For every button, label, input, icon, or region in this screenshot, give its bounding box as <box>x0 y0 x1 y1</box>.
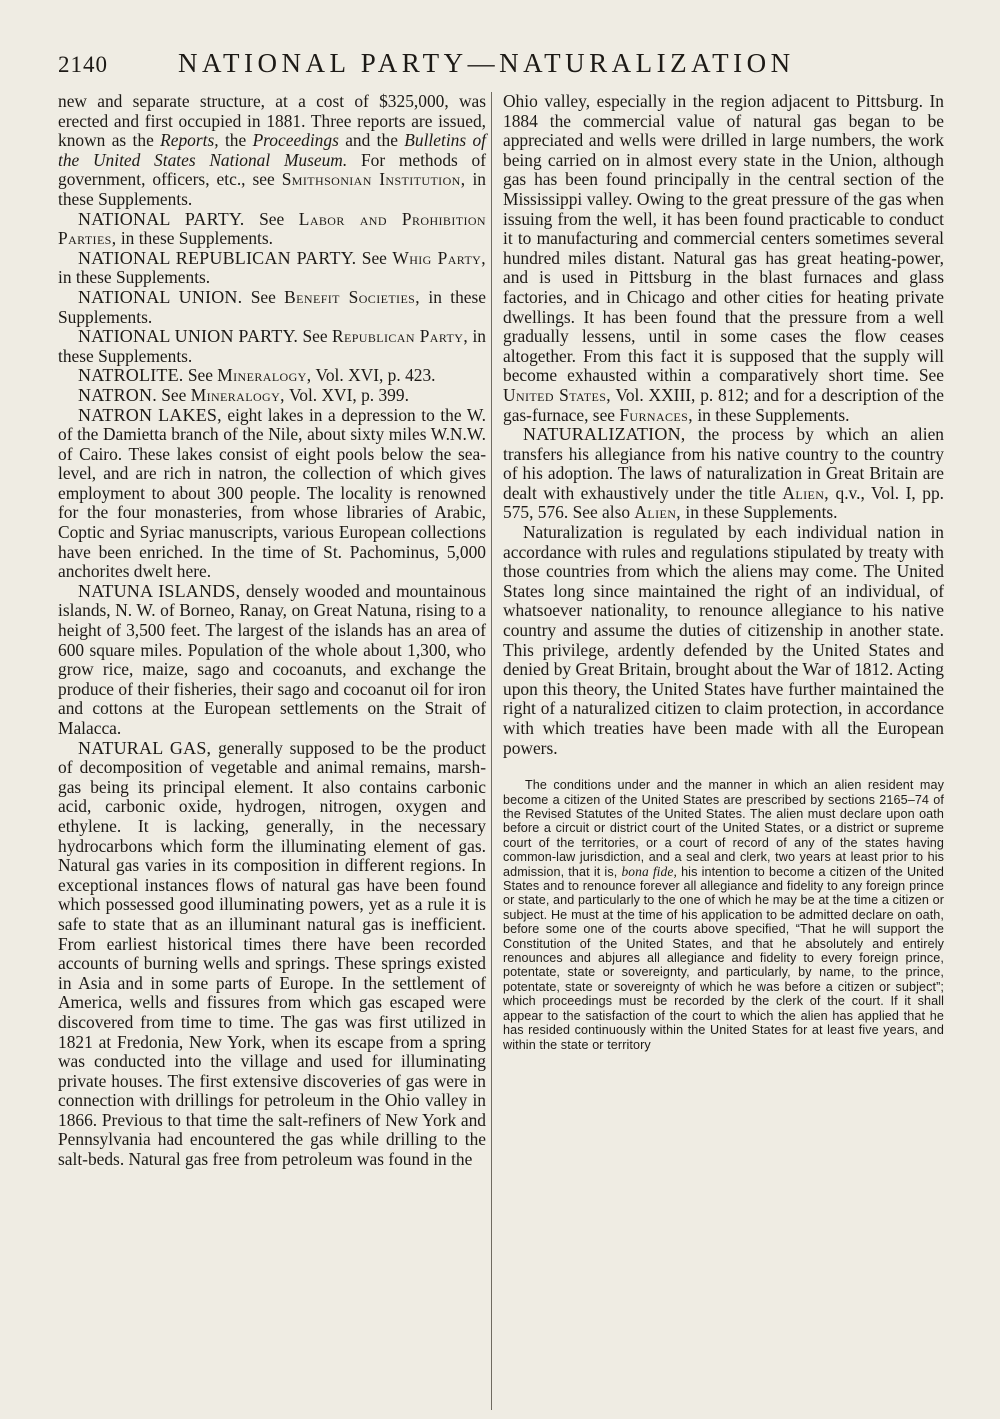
entry-headword: NATIONAL UNION. <box>78 286 243 307</box>
right-column <box>503 92 944 1052</box>
text: Ohio valley, especially in the region adjacent to Pittsburg. In 1884 the commercial value of natural gas began to be appreciated and wells were drilled in large numbers, the work being carried on in almost every state in the Union, although gas has been found principally in the central section of the Mississippi valley. Owing to the great pressure of the gas when issuing from the well, it has been found practicable to conduct it to manufacturing and commercial centers sometimes several hundred miles distant. Natural gas has great heating-power, and is used in Pittsburg in the blast furnaces and glass factories, and in Chicago and other cities for heating private dwellings. It has been found that the pressure from a well gradually lessens, until in some cases the flow ceases altogether. From this fact it is supposed that the supply will become exhausted within a comparatively short time. See <box>503 91 944 386</box>
paragraph-natural-gas-continued <box>503 92 944 425</box>
cross-reference: Republican Party, <box>331 326 469 347</box>
left-column <box>58 92 486 1170</box>
running-head: NATIONAL PARTY—NATURALIZATION <box>178 48 795 78</box>
cross-reference: Mineralogy, <box>190 384 285 405</box>
entry-body: eight lakes in a depression to the W. of the Damietta branch of the Nile, about sixty miles W.N.W. of Cairo. These lakes consist of eight pools below the sea-level, and are rich in natron, the collection of which gives employment to about 300 people. The locality is renowned for the four monasteries, from whose libraries of Arabic, Coptic and Syriac manuscripts, various European collections have been enriched. In the time of St. Pachominus, 5,000 anchorites dwelt here. <box>58 404 486 582</box>
text: See <box>183 365 218 386</box>
column-divider <box>491 92 492 1410</box>
cross-reference: United States, <box>503 384 612 405</box>
entry-headword: NATIONAL REPUBLICAN PARTY. <box>78 247 357 268</box>
text: in these Supplements. <box>116 228 273 249</box>
entry-natron <box>58 386 486 406</box>
text: the <box>218 130 253 151</box>
text: Vol. XXIII, p. 812; and for a description of the gas-furnace, see <box>503 384 944 425</box>
text: in these Supplements. <box>58 267 211 288</box>
cross-reference: Mineralogy, <box>217 365 312 386</box>
text: For methods of government, officers, etc., see <box>58 149 487 190</box>
entry-headword: NATURALIZATION, <box>523 424 686 445</box>
cross-reference: Furnaces, <box>619 404 693 425</box>
entry-body: generally supposed to be the product of decomposition of vegetable and animal remains, marsh-gas being its principal element. It also contains carbonic acid, carbonic oxide, hydrogen, nitrogen, oxygen and ethylene. It is lacking, generally, in the necessary hydrocarbons which form the illuminating element of gas. Natural gas varies in its composition in different regions. In exceptional instances flows of natural gas have been found which possessed good illuminating powers, yet as a rule it is safe to state that as an illuminant natural gas is inefficient. From earliest historical times there have been recorded accounts of burning wells and springs. These springs existed in Asia and in some parts of Europe. In the settlement of America, wells and fissures from which gas escaped were discovered from time to time. The gas was first utilized in 1821 at Fredonia, New York, when its escape from a spring was conducted into the village and used for illuminating private houses. The first extensive discoveries of gas were in connection with drillings for petroleum in the Ohio valley in 1866. Previous to that time the salt-refiners of New York and Pennsylvania had encountered the gas while drilling to the salt-beds. Natural gas free from petroleum was found in the <box>58 737 486 1170</box>
entry-national-republican-party <box>58 249 486 288</box>
text: in these Supplements. <box>681 502 838 523</box>
entry-natuna-islands <box>58 582 486 739</box>
cross-reference: Alien, <box>634 502 682 523</box>
text: Vol. XVI, p. 423. <box>311 365 436 386</box>
text: in these Supplements. <box>693 404 850 425</box>
small-print-note <box>503 778 944 1052</box>
text-italic: Proceedings <box>252 130 339 151</box>
entry-body: densely wooded and mountainous islands, N. W. of Borneo, Ranay, on Great Natuna, rising to a height of 3,500 feet. The largest of the islands has an area of 600 square miles. Population of the whole about 1,300, who grow rice, maize, sago and cocoanuts, and exchange the produce of their fisheries, their sago and cocoanut oil for iron and cottons at the European settlements on the Strait of Malacca. <box>58 580 487 738</box>
paragraph-naturalization-regulated: Naturalization is regulated by each individual nation in accordance with rules and regulations stipulated by treaty with those countries from which the aliens may come. The United States long since maintained the right of an individual, of whatsoever nationality, to renounce allegiance to his native country and assume the duties of citizenship in another state. This privilege, ardently defended by the United States and denied by Great Britain, brought about the War of 1812. Acting upon this theory, the United States have further maintained the right of a naturalized citizen to claim protection, in accordance with which treaties have been made with all the European powers. <box>503 522 944 758</box>
text: See <box>242 286 285 307</box>
paragraph-museum-continued <box>58 92 486 210</box>
entry-headword: NATROLITE. <box>78 365 184 386</box>
cross-reference: Whig Party, <box>392 247 486 268</box>
cross-reference: Labor and Prohibition Parties, <box>58 208 486 249</box>
text: q.v., Vol. I, pp. 575, 576. See also <box>503 482 944 523</box>
cross-reference: Smithsonian Institution, <box>281 169 466 190</box>
text: See <box>298 326 332 347</box>
text-italic: bona fide, <box>621 863 677 879</box>
page-number: 2140 <box>58 52 108 77</box>
text-italic: Bulletins of the United States National Museum. <box>58 130 486 170</box>
text: Vol. XVI, p. 399. <box>284 384 409 405</box>
cross-reference: Benefit Societies, <box>284 286 421 307</box>
entry-national-union <box>58 288 486 327</box>
text: his intention to become a citizen of the United States and to renounce forever all allegiance and fidelity to any foreign prince or state, and particularly to the one of which he may be at the time a citizen or subject. He must at the time of his application to be admitted declare on oath, before some one of the courts above specified, “That he will support the Constitution of the United States, and that he absolutely and entirely renounces and abjures all allegiance and fidelity to every foreign prince, potentate, state or sovereignty, and particularly, by name, to the prince, potentate, state or sovereignty of which he was before a citizen or subject”; which proceedings must be recorded by the clerk of the court. If it shall appear to the satisfaction of the court to which the alien has applied that he has resided continuously within the United States for at least five years, and within the state or territory <box>503 864 944 1052</box>
entry-national-party <box>58 210 486 249</box>
text-italic: Reports, <box>160 130 219 151</box>
text: in these Supplements. <box>58 169 486 209</box>
entry-natrolite <box>58 366 486 386</box>
entry-headword: NATRON LAKES, <box>78 404 222 425</box>
entry-headword: NATUNA ISLANDS, <box>78 580 241 601</box>
text: in these Supplements. <box>58 326 486 366</box>
entry-national-union-party <box>58 327 486 366</box>
text: new and separate structure, at a cost of $325,000, was erected and first occupied in 1881. Three reports are issued, known as the <box>58 91 486 151</box>
entry-headword: NATIONAL PARTY. <box>78 208 245 229</box>
entry-headword: NATURAL GAS, <box>78 737 212 758</box>
text: See <box>156 384 191 405</box>
entry-natron-lakes <box>58 406 486 582</box>
entry-naturalization <box>503 425 944 523</box>
text: The conditions under and the manner in which an alien resident may become a citizen of the United States are prescribed by sections 2165–74 of the Revised Statutes of the United States. The alien must declare upon oath before a circuit or district court of the United States, or a district or supreme court of the territories, or a court of record of any of the states having common-law jurisdiction, and a seal and clerk, two years at least prior to his admission, that it is, <box>503 778 944 879</box>
entry-natural-gas <box>58 739 486 1170</box>
text: See <box>244 208 299 229</box>
cross-reference: Alien, <box>782 482 830 503</box>
text: in these Supplements. <box>58 286 486 327</box>
text: the process by which an alien transfers his allegiance from his native country to the country of his adoption. The laws of naturalization in Great Britain are dealt with exhaustively under the title <box>503 424 944 503</box>
text: See <box>356 247 393 268</box>
entry-headword: NATIONAL UNION PARTY. <box>78 326 299 347</box>
entry-headword: NATRON. <box>78 384 157 405</box>
text: and the <box>338 130 405 151</box>
page-header <box>58 48 938 88</box>
